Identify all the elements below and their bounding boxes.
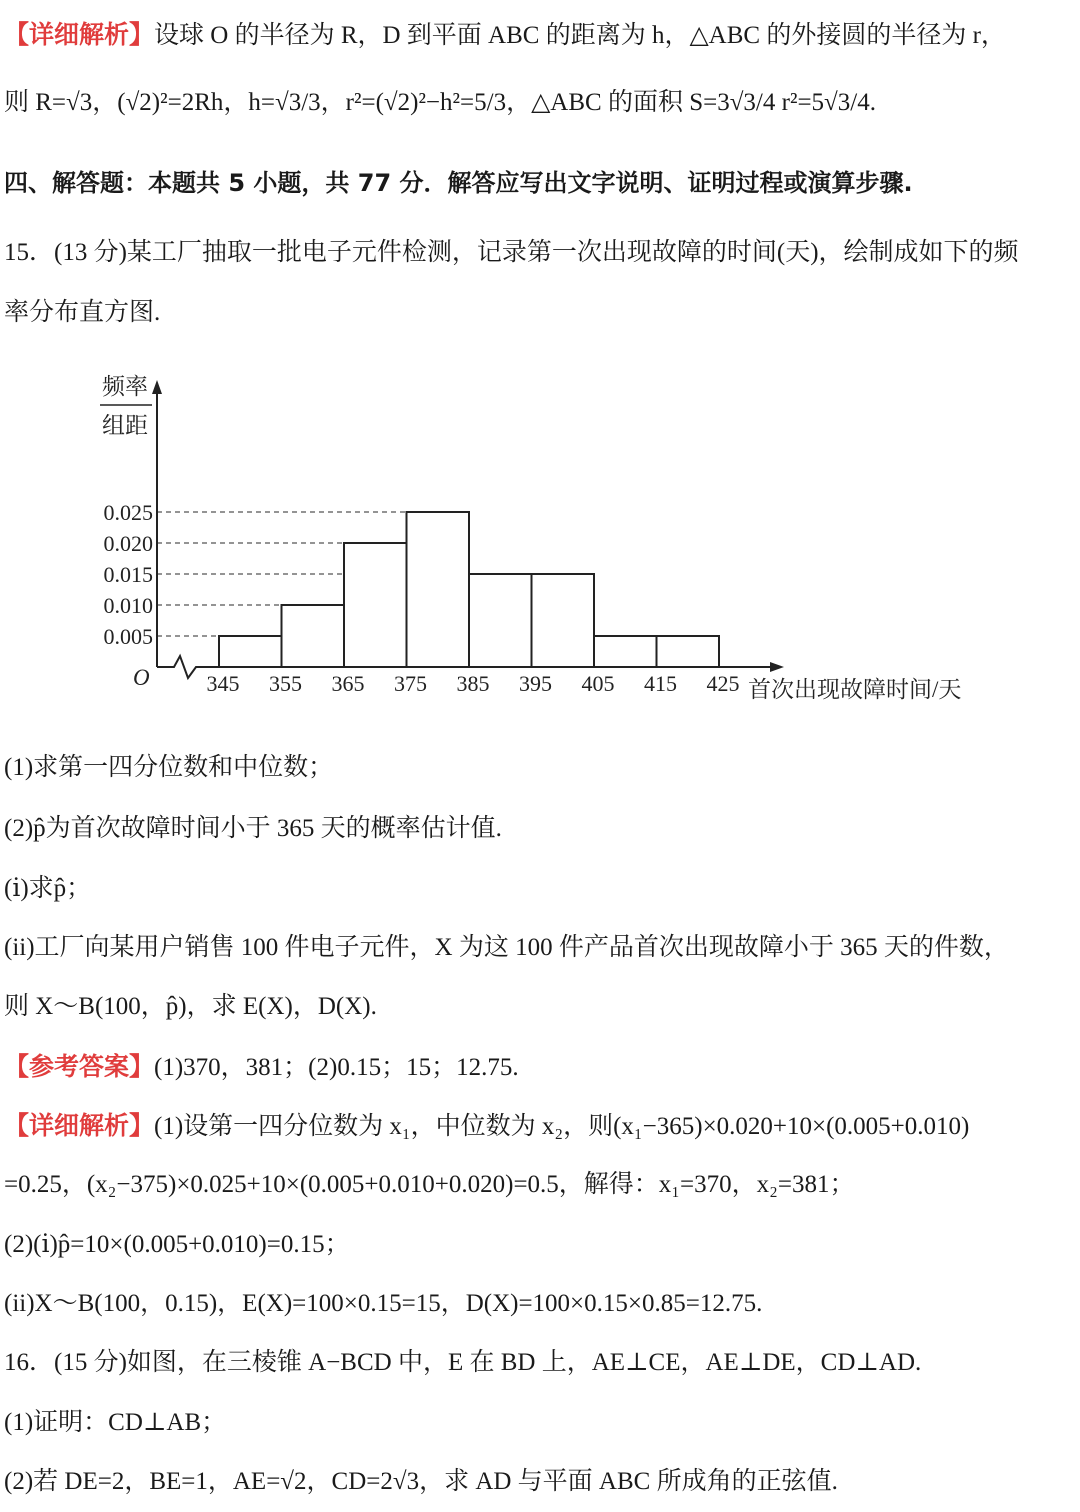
solution-tag: 【详细解析】 — [4, 1111, 155, 1140]
section-heading: 四、解答题：本题共 5 小题，共 77 分．解答应写出文字说明、证明过程或演算步骤. — [4, 169, 913, 197]
histogram-bar — [532, 574, 595, 667]
histogram-bar — [219, 636, 282, 667]
analysis-tag: 【详细解析】 — [4, 20, 155, 49]
x-tick-label: 375 — [394, 671, 427, 696]
analysis-line-2: 则 R=√3，(√2)²=2Rh，h=√3/3，r²=(√2)²−h²=5/3，△ABC 的面积 S=3√3/4 r²=5√3/4. — [4, 89, 876, 116]
histogram-bar — [657, 636, 720, 667]
x-tick-label: 415 — [644, 671, 677, 696]
question-15-stem-cont: 率分布直方图. — [4, 299, 161, 326]
question-15-part-2ii: (ii)工厂向某用户销售 100 件电子元件，X 为这 100 件产品首次出现故障小于 365 天的件数， — [4, 934, 1009, 961]
solution-line-4: (ii)X～B(100，0.15)，E(X)=100×0.15=15，D(X)=100×0.15×0.85=12.75. — [4, 1290, 763, 1317]
solution-line-3: (2)(ⅰ)p̂=10×(0.005+0.010)=0.15； — [4, 1231, 350, 1258]
histogram-bar — [594, 636, 657, 667]
y-tick-label: 0.010 — [103, 593, 153, 618]
histogram-chart — [0, 360, 1080, 710]
analysis-line-1 — [4, 18, 1076, 53]
y-axis-label-bottom: 组距 — [102, 413, 148, 438]
question-15-part-1: (1)求第一四分位数和中位数； — [4, 754, 334, 781]
question-15-part-2ii-cont: 则 X～B(100，p̂)，求 E(X)，D(X). — [4, 993, 377, 1020]
answer-text: (1)370，381；(2)0.15；15；12.75. — [154, 1054, 519, 1081]
origin-label: O — [133, 665, 150, 690]
question-16-part-1: (1)证明：CD⊥AB； — [4, 1409, 227, 1436]
answer-tag: 【参考答案】 — [4, 1052, 155, 1081]
x-tick-label: 385 — [456, 671, 490, 696]
y-tick-label: 0.005 — [103, 624, 153, 649]
x-tick-label: 425 — [706, 671, 740, 696]
solution-text: (1)设第一四分位数为 x₁，中位数为 x₂，则(x₁−365)×0.020+10×(0.005+0.010) — [154, 1113, 970, 1140]
y-axis-label-top: 频率 — [102, 374, 148, 399]
histogram-bar — [407, 512, 470, 667]
question-15-part-2i: (ⅰ)求p̂； — [4, 875, 92, 902]
question-15-part-2: (2)p̂为首次故障时间小于 365 天的概率估计值. — [4, 815, 502, 842]
histogram-bar — [282, 605, 345, 667]
solution-line-1 — [4, 1109, 1076, 1144]
y-axis-arrow — [152, 380, 162, 394]
y-tick-label: 0.020 — [103, 531, 153, 556]
x-axis-arrow — [770, 662, 784, 672]
question-15-stem: 15．(13 分)某工厂抽取一批电子元件检测，记录第一次出现故障的时间(天)，绘制成如下的频 — [4, 239, 1019, 266]
histogram-bar — [344, 543, 407, 667]
solution-line-2: =0.25，(x₂−375)×0.025+10×(0.005+0.010+0.020)=0.5，解得：x₁=370，x₂=381； — [4, 1171, 855, 1198]
analysis-text: 设球 O 的半径为 R，D 到平面 ABC 的距离为 h，△ABC 的外接圆的半径为 r， — [154, 22, 1006, 49]
x-tick-label: 395 — [519, 671, 552, 696]
x-tick-label: 355 — [269, 671, 302, 696]
histogram-bar — [469, 574, 532, 667]
reference-answer — [4, 1050, 1076, 1085]
x-tick-label: 365 — [331, 671, 365, 696]
x-tick-label: 405 — [581, 671, 615, 696]
x-axis-label: 首次出现故障时间/天 — [748, 677, 962, 702]
y-tick-label: 0.025 — [103, 500, 153, 525]
x-tick-label: 345 — [206, 671, 240, 696]
y-tick-label: 0.015 — [103, 562, 153, 587]
question-16-stem: 16．(15 分)如图，在三棱锥 A−BCD 中，E 在 BD 上，AE⊥CE，AE⊥DE，CD⊥AD. — [4, 1349, 922, 1376]
question-16-part-2: (2)若 DE=2，BE=1，AE=√2，CD=2√3，求 AD 与平面 ABC 所成角的正弦值. — [4, 1468, 838, 1495]
